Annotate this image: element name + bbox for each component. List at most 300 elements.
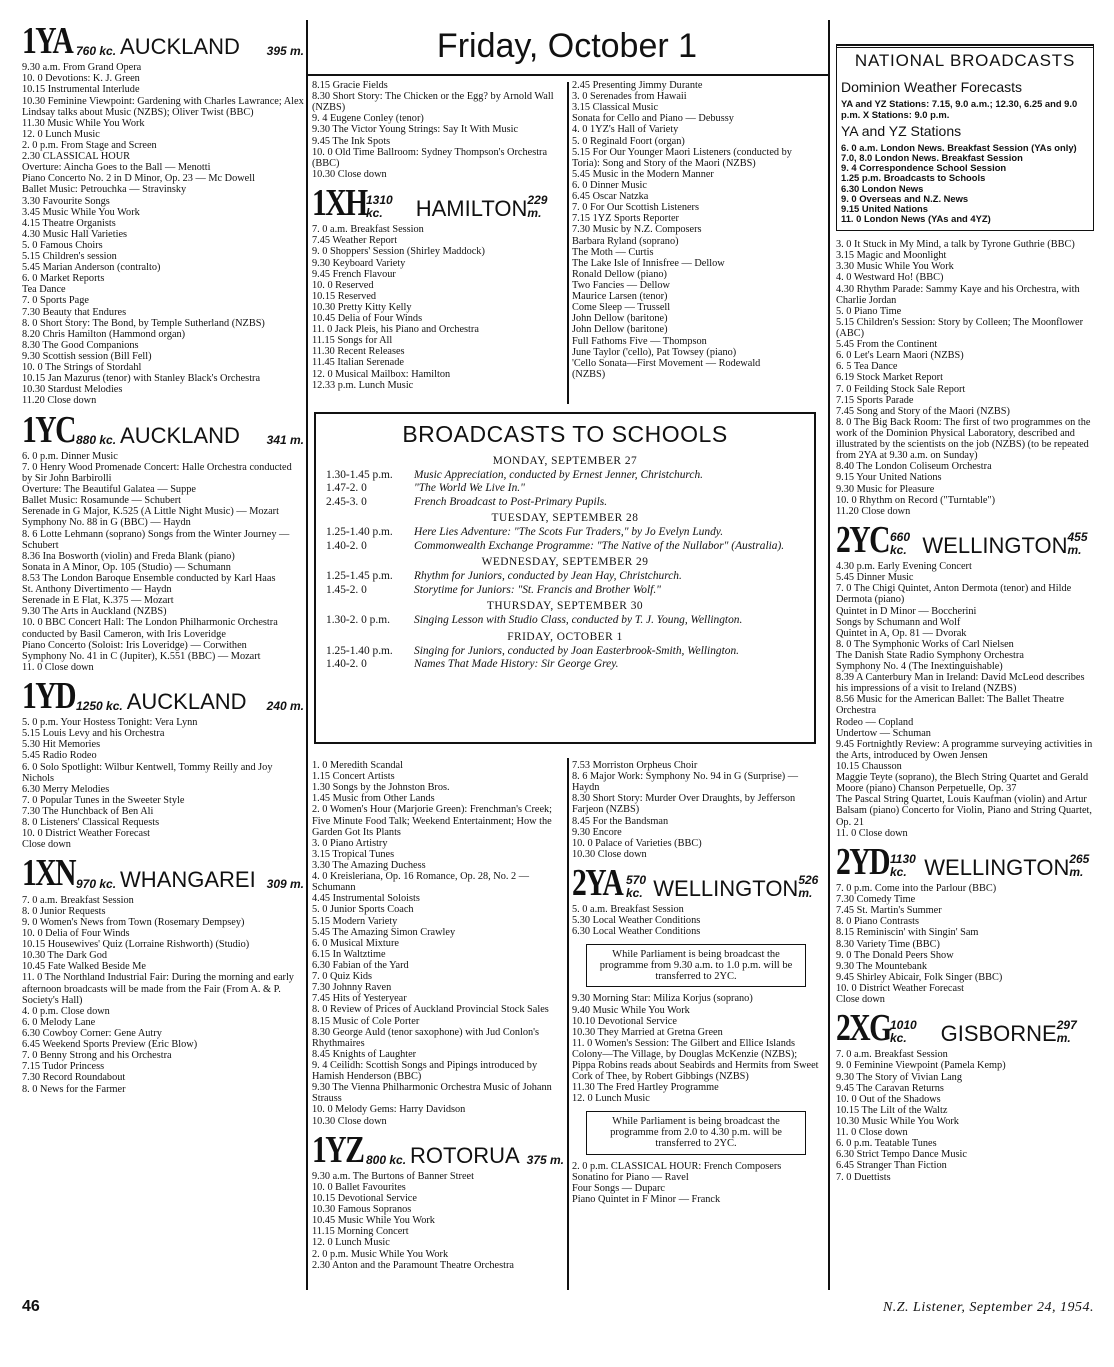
stations-title: YA and YZ Stations xyxy=(841,122,962,139)
station-header-1xh xyxy=(312,181,564,224)
listing-entry: 7.45 Hits of Yesteryear xyxy=(312,993,407,1005)
listing-2yc xyxy=(836,561,1094,839)
station-city: AUCKLAND xyxy=(120,422,240,448)
listing-entry: 3.30 Favourite Songs xyxy=(22,195,110,207)
listing-entry: 3.30 The Amazing Duchess xyxy=(312,859,426,871)
listing-entry: Close down xyxy=(22,839,71,851)
listing-entry: 6. 0 Market Reports xyxy=(22,273,105,285)
listing-entry: Two Fancies — Dellow xyxy=(572,279,670,291)
listing-entry: 5. 0 Junior Sports Coach xyxy=(312,904,414,916)
listing-entry: 4.45 Instrumental Soloists xyxy=(312,893,420,905)
listing-entry: 12. 0 Musical Mailbox: Hamilton xyxy=(312,368,451,380)
listing-entry: 6. 0 Solo Spotlight: Wilbur Kentwell, Tommy Reilly and Joy Nichols xyxy=(22,761,273,784)
listing-entry: Piano Concerto No. 2 in D Minor, Op. 23 — Mc Dowell xyxy=(22,173,255,185)
listing-entry: 7. 0 Popular Tunes in the Sweeter Style xyxy=(22,794,185,806)
listing-entry: Quintet in D Minor — Boccherini xyxy=(836,605,977,617)
schools-session xyxy=(326,658,804,670)
listing-entry: 8. 0 News for the Farmer xyxy=(22,1083,126,1095)
schools-session xyxy=(326,540,804,552)
listing-entry: 10.15 Housewives' Quiz (Lorraine Rishworth) (Studio) xyxy=(22,939,250,951)
listing-entry: 7.30 Beauty that Endures xyxy=(22,306,127,318)
listing-entry: 1.15 Concert Artists xyxy=(312,771,395,783)
station-freq: 660 kc. xyxy=(890,530,911,558)
listing-entry: 10.15 Jan Mazurus (tenor) with Stanley Black's Orchestra xyxy=(22,373,261,385)
title-underline xyxy=(306,74,828,76)
column-rule xyxy=(306,20,308,1290)
national-title: NATIONAL BROADCASTS xyxy=(837,45,1093,76)
listing-entry: 5. 0 Piano Time xyxy=(836,305,902,317)
listing-entry: 3.30 Music While You Work xyxy=(836,261,954,273)
schools-day: FRIDAY, OCTOBER 1 xyxy=(507,630,623,643)
listing-entry: 2. 0 p.m. CLASSICAL HOUR: French Composers xyxy=(572,1160,782,1172)
listing-entry: 10.30 Feminine Viewpoint: Gardening with Charles Lawrance; Alex Lindsay talks about Music (NZBS); Oliver Twist (BBC) xyxy=(22,95,304,118)
listing-entry: 6.30 London News xyxy=(841,182,924,194)
listing-entry: 4. 0 p.m. Close down xyxy=(22,1005,110,1017)
station-call: 1YA xyxy=(22,20,73,62)
listing-entry: 5.45 Marian Anderson (contralto) xyxy=(22,262,161,274)
listing-entry: 9.30 The Mountebank xyxy=(836,960,928,972)
listing-entry: 8. 6 Lotte Lehmann (soprano) Songs from the Winter Journey — Schubert xyxy=(22,528,290,551)
listing-entry: 7.45 Song and Story of the Maori (NZBS) xyxy=(836,405,1010,417)
listing-entry: 9. 4 Correspondence School Session xyxy=(841,162,1007,174)
listing-entry: 10.15 Devotional Service xyxy=(312,1193,417,1205)
listing-entry: 7. 0 Sports Page xyxy=(22,295,89,307)
station-wavelength: 455 m. xyxy=(1067,530,1088,558)
schools-title: BROADCASTS TO SCHOOLS xyxy=(402,421,728,447)
schools-session xyxy=(326,496,804,508)
listing-entry: Ronald Dellow (piano) xyxy=(572,268,667,280)
listing-entry: 5. 0 p.m. Your Hostess Tonight: Vera Lynn xyxy=(22,717,198,729)
listing-entry: Sonata for Cello and Piano — Debussy xyxy=(572,113,734,125)
listing-entry: 7.45 Weather Report xyxy=(312,235,398,247)
station-city: WELLINGTON xyxy=(653,876,799,902)
station-city: GISBORNE xyxy=(940,1021,1057,1047)
listing-entry: 2. 0 p.m. From Stage and Screen xyxy=(22,139,157,151)
listing-entry: 1.30 Songs by the Johnston Bros. xyxy=(312,782,450,794)
listing-entry: 2.30 CLASSICAL HOUR xyxy=(22,151,131,163)
listing-entry: 9.30 The Arts in Auckland (NZBS) xyxy=(22,606,167,618)
listing-entry: 7.30 Comedy Time xyxy=(836,894,916,906)
listing-entry: 11.45 Italian Serenade xyxy=(312,357,404,369)
session-time: 1.45-2. 0 xyxy=(326,583,367,596)
listing-entry: 10.30 Music While You Work xyxy=(836,1116,959,1128)
session-description: Singing for Juniors, conducted by Joan Easterbrook-Smith, Wellington. xyxy=(414,644,740,657)
listing-entry: 11. 0 Jack Pleis, his Piano and Orchestra xyxy=(312,324,479,336)
listing-entry: 9.30 Music for Pleasure xyxy=(836,483,935,495)
listing-entry: 5.15 Children's Session: Story by Colleen; The Moonflower (ABC) xyxy=(836,316,1084,340)
listing-entry: 2. 0 p.m. Music While You Work xyxy=(312,1248,449,1260)
station-city: AUCKLAND xyxy=(126,689,247,715)
listing-entry: 4.30 p.m. Early Evening Concert xyxy=(836,561,972,573)
column-rule xyxy=(828,20,830,1290)
station-call: 1YD xyxy=(22,674,75,717)
listing-entry: 6. 0 Musical Mixture xyxy=(312,937,399,949)
station-header-1yd xyxy=(22,674,304,717)
listing-entry: 8.30 Short Story: The Chicken or the Egg? by Arnold Wall (NZBS) xyxy=(312,91,554,114)
station-city: WELLINGTON xyxy=(924,854,1070,880)
national-box xyxy=(836,44,1094,231)
session-time: 2.45-3. 0 xyxy=(326,495,367,508)
listing-entry: 6.30 Merry Melodies xyxy=(22,783,110,795)
listing-entry: Songs by Schumann and Wolf xyxy=(836,616,961,628)
session-description: Storytime for Juniors: "St. Francis and Brother Wolf." xyxy=(414,583,661,596)
station-freq: 570 kc. xyxy=(626,873,647,901)
schools-day: TUESDAY, SEPTEMBER 28 xyxy=(491,512,639,525)
listing-entry: 2. 0 Women's Hour (Marjorie Green): Frenchman's Creek; Five Minute Food Talk; Weekend Entertainment; How the Garden Got Its Plants xyxy=(312,804,553,838)
listing-entry: 9.30 The Vienna Philharmonic Orchestra Music of Johann Strauss xyxy=(312,1082,552,1105)
listing-entry: 6.15 In Waltztime xyxy=(312,948,386,960)
station-wavelength: 265 m. xyxy=(1069,852,1090,880)
session-description: Music Appreciation, conducted by Ernest Jenner, Christchurch. xyxy=(414,469,704,482)
session-description: Rhythm for Juniors, conducted by Jean Hay, Christchurch. xyxy=(414,570,682,583)
listing-entry: Overture: Aincha Goes to the Ball — Menotti xyxy=(22,162,211,174)
listing-entry: 10.15 Reserved xyxy=(312,290,377,302)
listing-entry: Undertow — Schuman xyxy=(836,727,931,739)
listing-entry: 10.15 Chausson xyxy=(836,761,902,773)
listing-entry: 9. 4 Ceilidh: Scottish Songs and Pipings introduced by Hamish Henderson (BBC) xyxy=(312,1059,538,1083)
listing-entry: 9.30 a.m. The Burtons of Banner Street xyxy=(312,1170,474,1182)
listing-entry: 9. 0 Overseas and N.Z. News xyxy=(841,192,969,204)
listing-entry: The Lake Isle of Innisfree — Dellow xyxy=(572,257,725,269)
listing-entry: 4.30 Rhythm Parade: Sammy Kaye and his Orchestra, with Charlie Jordan xyxy=(836,283,1080,306)
session-description: Commonwealth Exchange Programme: "The Native of the Nullabor" (Australia). xyxy=(414,539,785,552)
listing-entry: 10. 0 Ballet Favourites xyxy=(312,1181,406,1193)
listing-entry: 10. 0 Palace of Varieties (BBC) xyxy=(572,837,702,849)
schools-box xyxy=(314,412,816,744)
listing-entry: Symphony No. 4 (The Inextinguishable) xyxy=(836,661,1003,673)
listing-entry: 7.0, 8.0 London News. Breakfast Session xyxy=(841,152,1023,164)
station-freq: 1130 kc. xyxy=(890,852,916,880)
listing-entry: Ballet Music: Petrouchka — Stravinsky xyxy=(22,184,187,196)
listing-entry: 8. 0 The Big Back Room: The first of two programmes on the work of the Dominion Physical Laboratory, described and illustrated by the scientists on the job (NZBS) (to be repeated from 2YA at 9.30 a.m. on Sunday) xyxy=(836,416,1091,462)
listing-entry: 7.30 Music by N.Z. Composers xyxy=(572,224,702,236)
station-header-1yc xyxy=(22,408,304,451)
listing-entry: 8.45 Knights of Laughter xyxy=(312,1048,417,1060)
listing-entry: 10. 0 Rhythm on Record ("Turntable") xyxy=(836,494,996,506)
listing-entry: Symphony No. 88 in G (BBC) — Haydn xyxy=(22,517,191,529)
session-time: 1.30-2. 0 p.m. xyxy=(326,614,390,627)
listing-entry: 5.15 Louis Levy and his Orchestra xyxy=(22,728,165,740)
listing-entry: 7. 0 For Our Scottish Listeners xyxy=(572,202,699,214)
listing-entry: 11.20 Close down xyxy=(22,395,97,407)
station-header-1xn xyxy=(22,852,304,895)
listing-1yz-cont xyxy=(572,80,820,380)
listing-entry: 10. 0 Devotions: K. J. Green xyxy=(22,73,140,85)
listing-entry: 5.15 Children's session xyxy=(22,251,117,263)
listing-entry: 8.30 Short Story: Murder Over Draughts, by Jefferson Farjeon (NZBS) xyxy=(572,793,796,816)
listing-entry: 5.15 Modern Variety xyxy=(312,915,398,927)
listing-entry: 6. 0 Melody Lane xyxy=(22,1016,96,1028)
listing-entry: 6. 0 a.m. London News. Breakfast Session (YAs only) xyxy=(841,141,1077,153)
listing-entry: 8. 0 The Symphonic Works of Carl Nielsen xyxy=(836,638,1014,650)
listing-1xh-cont xyxy=(312,760,564,1127)
listing-entry: 10. 0 The Strings of Stordahl xyxy=(22,362,142,374)
listing-entry: Sonatino for Piano — Ravel xyxy=(572,1171,689,1183)
listing-entry: 11.30 Music While You Work xyxy=(22,117,145,129)
listing-1xh xyxy=(312,224,564,391)
station-call: 1YZ xyxy=(312,1128,364,1171)
listing-1yz xyxy=(312,1171,564,1271)
station-call: 2YC xyxy=(836,518,889,561)
listing-entry: 8.15 Music of Cole Porter xyxy=(312,1015,420,1027)
listing-entry: 5.45 Dinner Music xyxy=(836,572,914,584)
listing-entry: 3.15 Magic and Moonlight xyxy=(836,250,947,262)
schools-session xyxy=(326,645,804,657)
station-city: ROTORUA xyxy=(410,1142,520,1168)
station-header-2yd xyxy=(836,840,1094,883)
station-freq: 880 kc. xyxy=(76,432,117,447)
parliament-notice: While Parliament is being broadcast the programme from 2.0 to 4.30 p.m. will be transferred to 2YC. xyxy=(586,1111,806,1155)
listing-entry: 9.45 The Caravan Returns xyxy=(836,1082,944,1094)
station-call: 2YD xyxy=(836,840,889,883)
listing-entry: 5.30 Hit Memories xyxy=(22,739,101,751)
station-city: AUCKLAND xyxy=(120,34,240,60)
listing-entry: Maurice Larsen (tenor) xyxy=(572,291,668,303)
page-number: 46 xyxy=(22,1298,40,1315)
listing-entry: 8.30 Variety Time (BBC) xyxy=(836,938,940,950)
listing-entry: 11. 0 London News (YAs and 4YZ) xyxy=(841,212,991,224)
listing-entry: 9.30 Morning Star: Miliza Korjus (soprano) xyxy=(572,993,753,1005)
listing-entry: Maggie Teyte (soprano), the Blech String Quartet and Gerald Moore (piano) Chanson Perpetuelle, Op. 37 xyxy=(836,772,1089,795)
schools-day: MONDAY, SEPTEMBER 27 xyxy=(492,454,638,467)
listing-2xg xyxy=(836,1049,1094,1182)
listing-entry: 8. 0 Review of Prices of Auckland Provincial Stock Sales xyxy=(312,1004,549,1016)
listing-entry: Full Fathoms Five — Thompson xyxy=(572,335,707,347)
listing-entry: 8.15 Gracie Fields xyxy=(312,80,388,91)
listing-entry: 7. 0 Duettists xyxy=(836,1171,891,1183)
listing-entry: 10. 0 Delia of Four Winds xyxy=(22,927,130,939)
listing-entry: 4. 0 Westward Ho! (BBC) xyxy=(836,272,944,284)
listing-entry: Four Songs — Duparc xyxy=(572,1182,665,1194)
listing-entry: 7.45 St. Martin's Summer xyxy=(836,905,942,917)
listing-entry: 11. 0 Close down xyxy=(836,827,908,839)
listing-entry: 10.15 The Lilt of the Waltz xyxy=(836,1104,948,1116)
column-rule xyxy=(567,82,569,404)
listing-entry: 1.25 p.m. Broadcasts to Schools xyxy=(841,172,986,184)
listing-entry: 9.45 The Ink Spots xyxy=(312,135,391,147)
listing-entry: 2.45 Presenting Jimmy Durante xyxy=(572,80,703,91)
listing-entry: Ballet Music: Rosamunde — Schubert xyxy=(22,495,182,507)
listing-entry: Quintet in A, Op. 81 — Dvorak xyxy=(836,627,967,639)
schools-day: WEDNESDAY, SEPTEMBER 29 xyxy=(481,556,649,569)
session-description: French Broadcast to Post-Primary Pupils. xyxy=(414,495,608,508)
schools-session xyxy=(326,469,804,481)
listing-entry: 10. 0 District Weather Forecast xyxy=(836,982,964,994)
listing-entry: 4. 0 1YZ's Hall of Variety xyxy=(572,124,679,136)
station-freq: 800 kc. xyxy=(366,1152,407,1167)
listing-entry: 7.30 Johnny Raven xyxy=(312,982,392,994)
listing-entry: 9.45 French Flavour xyxy=(312,268,396,280)
listing-entry: 7.53 Morriston Orpheus Choir xyxy=(572,760,698,771)
listing-entry: 8. 0 Junior Requests xyxy=(22,905,106,917)
listing-entry: 7. 0 Benny Strong and his Orchestra xyxy=(22,1050,172,1062)
listing-entry: 2.30 Anton and the Paramount Theatre Orchestra xyxy=(312,1259,514,1271)
listing-2yd xyxy=(836,883,1094,1005)
listing-entry: 5.45 Music in the Modern Manner xyxy=(572,168,714,180)
listing-entry: 10.45 Fate Walked Beside Me xyxy=(22,961,146,973)
listing-entry: 11. 0 Close down xyxy=(22,661,94,673)
listing-1ya xyxy=(22,62,304,406)
listing-entry: 11.30 The Fred Hartley Programme xyxy=(572,1082,719,1094)
listing-entry: 8.40 The London Coliseum Orchestra xyxy=(836,461,992,473)
listing-entry: 7. 0 Henry Wood Promenade Concert: Halle Orchestra conducted by Sir John Barbirolli xyxy=(22,461,292,484)
station-call: 1XH xyxy=(312,181,367,224)
listing-1xn xyxy=(22,895,304,1095)
listing-entry: 9.30 The Victor Young Strings: Say It With Music xyxy=(312,124,519,136)
column-rule xyxy=(567,758,569,1290)
listing-entry: 7.30 The Hunchback of Ben Ali xyxy=(22,806,154,818)
station-wavelength: 395 m. xyxy=(266,44,304,59)
listing-entry: 8.15 Reminiscin' with Singin' Sam xyxy=(836,927,979,939)
listing-entry: 10. 0 Out of the Shadows xyxy=(836,1093,941,1105)
listing-entry: Piano Concerto (Soloist: Iris Loveridge) — Corwithen xyxy=(22,639,247,651)
column-2-top xyxy=(312,80,564,391)
listing-entry: 11. 0 Close down xyxy=(836,1127,908,1139)
listing-entry: 8. 0 Listeners' Classical Requests xyxy=(22,817,160,829)
listing-entry: 7. 0 a.m. Breakfast Session xyxy=(312,224,424,236)
listing-entry: (NZBS) xyxy=(572,368,606,380)
listing-entry: 'Cello Sonata—First Movement — Rodewald xyxy=(572,357,761,369)
listing-entry: 4.30 Music Hall Varieties xyxy=(22,228,128,240)
listing-entry: Come Sleep — Trussell xyxy=(572,302,671,314)
station-wavelength: 341 m. xyxy=(266,432,304,447)
listing-entry: 8. 6 Major Work: Symphony No. 94 in G (Surprise) — Haydn xyxy=(572,771,799,794)
listing-1xn-cont xyxy=(312,80,564,180)
listing-entry: John Dellow (baritone) xyxy=(572,313,668,325)
weather-title: Dominion Weather Forecasts xyxy=(841,79,1023,96)
listing-entry: 10.30 Close down xyxy=(312,168,387,180)
station-header-1yz xyxy=(312,1128,564,1171)
listing-entry: 12.33 p.m. Lunch Music xyxy=(312,379,414,391)
listing-entry: Barbara Ryland (soprano) xyxy=(572,235,679,247)
listing-2ya-c xyxy=(572,1161,820,1205)
listing-2ya xyxy=(572,904,820,937)
schools-session xyxy=(326,526,804,538)
session-time: 1.47-2. 0 xyxy=(326,482,367,495)
listing-entry: 6. 0 p.m. Teatable Tunes xyxy=(836,1138,937,1150)
listing-entry: 6. 0 Dinner Music xyxy=(572,179,647,191)
listing-entry: 8.45 For the Bandsman xyxy=(572,815,669,827)
listing-entry: 5. 0 Reginald Foort (organ) xyxy=(572,135,685,147)
listing-entry: 6.30 Strict Tempo Dance Music xyxy=(836,1149,967,1161)
listing-entry: 10.45 Delia of Four Winds xyxy=(312,313,423,325)
listing-entry: 6.30 Fabian of the Yard xyxy=(312,959,409,971)
listing-entry: 7. 0 The Chigi Quintet, Anton Dermota (tenor) and Hilde Dermota (piano) xyxy=(836,583,1072,606)
column-4 xyxy=(836,18,1094,1183)
column-1 xyxy=(22,18,304,1095)
listing-entry: 12. 0 Lunch Music xyxy=(572,1093,650,1105)
listing-entry: 10.30 Stardust Melodies xyxy=(22,384,123,396)
listing-entry: 7. 0 p.m. Come into the Parlour (BBC) xyxy=(836,882,997,894)
station-call: 1XN xyxy=(22,852,75,895)
listing-entry: The Moth — Curtis xyxy=(572,246,654,258)
listing-1yz-end xyxy=(572,760,820,860)
listing-entry: 9.15 United Nations xyxy=(841,202,928,214)
session-time: 1.30-1.45 p.m. xyxy=(326,469,393,482)
listing-entry: 10.30 The Dark God xyxy=(22,950,108,962)
session-description: Names That Made History: Sir George Grey. xyxy=(414,658,619,671)
listing-entry: 1. 0 Meredith Scandal xyxy=(312,760,403,771)
listing-entry: 9. 0 Shoppers' Session (Shirley Maddock) xyxy=(312,246,485,258)
schools-session xyxy=(326,584,804,596)
schools-session xyxy=(326,570,804,582)
listing-entry: 6. 0 p.m. Dinner Music xyxy=(22,450,118,462)
listing-entry: 10.10 Devotional Service xyxy=(572,1015,677,1027)
station-wavelength: 229 m. xyxy=(527,193,548,221)
listing-entry: Serenade in G Major, K.525 (A Little Night Music) — Mozart xyxy=(22,506,279,518)
session-description: "The World We Live In." xyxy=(414,482,525,495)
listing-entry: 8.20 Chris Hamilton (Hammond organ) xyxy=(22,328,186,340)
station-wavelength: 309 m. xyxy=(266,876,304,891)
listing-entry: The Danish State Radio Symphony Orchestra xyxy=(836,649,1024,661)
listing-entry: 11.20 Close down xyxy=(836,505,911,517)
listing-entry: 8.53 The London Baroque Ensemble conducted by Karl Haas xyxy=(22,572,276,584)
station-city: HAMILTON xyxy=(415,196,528,222)
station-header-2xg xyxy=(836,1007,1094,1050)
listing-entry: 9.45 Fortnightly Review: A programme surveying activities in the Arts, introduced by Owen Jensen xyxy=(836,738,1093,761)
listing-entry: 10.45 Music While You Work xyxy=(312,1215,435,1227)
listing-entry: 9.45 Shirley Abicair, Folk Singer (BBC) xyxy=(836,971,1003,983)
listing-entry: 10. 0 BBC Concert Hall: The London Philharmonic Orchestra conducted by Basil Cameron, with Iris Loveridge xyxy=(22,617,278,640)
listing-entry: 6.30 Cowboy Corner: Gene Autry xyxy=(22,1027,162,1039)
station-freq: 1310 kc. xyxy=(366,193,393,221)
schools-days xyxy=(326,455,804,671)
listing-entry: The Pascal String Quartet, Louis Kaufman (violin) and Artur Balsam (piano) Concerto for Violin, Piano and String Quartet, Op. 21 xyxy=(836,794,1092,828)
listing-entry: 1.45 Music from Other Lands xyxy=(312,793,435,805)
session-time: 1.25-1.40 p.m. xyxy=(326,644,393,657)
listing-entry: 5.30 Local Weather Conditions xyxy=(572,915,701,927)
listing-entry: 7.15 Tudor Princess xyxy=(22,1061,105,1073)
station-wavelength: 297 m. xyxy=(1056,1018,1077,1046)
national-listing xyxy=(837,143,1093,230)
listing-entry: 9.30 The Story of Vivian Lang xyxy=(836,1071,962,1083)
listing-entry: 7.15 1YZ Sports Reporter xyxy=(572,213,679,225)
listing-entry: 5. 0 a.m. Breakfast Session xyxy=(572,904,684,916)
parliament-notice: While Parliament is being broadcast the programme from 9.30 a.m. to 1.0 p.m. will be transferred to 2YC. xyxy=(586,944,806,988)
column-2-bottom xyxy=(312,760,564,1271)
listing-entry: 8. 0 Short Story: The Bond, by Temple Sutherland (NZBS) xyxy=(22,317,265,329)
listing-entry: 6.45 Oscar Natzka xyxy=(572,191,649,203)
listing-entry: 6. 0 Let's Learn Maori (NZBS) xyxy=(836,350,964,362)
listing-entry: 10. 0 Old Time Ballroom: Sydney Thompson's Orchestra (BBC) xyxy=(312,146,548,169)
listing-entry: Sonata in A Minor, Op. 105 (Studio) — Schumann xyxy=(22,561,231,573)
station-wavelength: 375 m. xyxy=(526,1152,564,1167)
station-header-2ya xyxy=(572,861,820,904)
listing-entry: 9. 0 Feminine Viewpoint (Pamela Kemp) xyxy=(836,1060,1006,1072)
listing-entry: 6.30 Local Weather Conditions xyxy=(572,926,701,938)
listing-entry: 9.30 Encore xyxy=(572,826,622,838)
station-call: 2YA xyxy=(572,861,623,904)
listing-entry: John Dellow (baritone) xyxy=(572,324,668,336)
listing-1yc xyxy=(22,451,304,673)
listing-entry: 11. 0 Women's Session: The Gilbert and Ellice Islands Colony—The Village, by Douglas McKenzie (NZBS); Pippa Robins reads about Seabirds and Hermits from Sweet Cork of Thee, by Robert Gibbings (NZBS) xyxy=(572,1037,819,1083)
listing-entry: 3. 0 It Stuck in My Mind, a talk by Tyrone Guthrie (BBC) xyxy=(836,239,1075,251)
listing-entry: 4.15 Theatre Organists xyxy=(22,217,116,229)
station-wavelength: 526 m. xyxy=(798,873,819,901)
listing-entry: 9.30 Keyboard Variety xyxy=(312,257,406,269)
listing-entry: Symphony No. 41 in C (Jupiter), K.551 (BBC) — Mozart xyxy=(22,650,261,662)
listing-entry: 8.56 Music for the American Ballet: The Ballet Theatre Orchestra xyxy=(836,694,1065,717)
listing-entry: 9.40 Music While You Work xyxy=(572,1004,690,1016)
station-header-2yc xyxy=(836,518,1094,561)
station-wavelength: 240 m. xyxy=(266,699,304,714)
listing-entry: 3.15 Classical Music xyxy=(572,102,659,114)
listing-entry: June Taylor ('cello), Pat Towsey (piano) xyxy=(572,346,737,358)
listing-national-after xyxy=(836,239,1094,517)
station-freq: 1010 kc. xyxy=(890,1018,917,1046)
listing-entry: 4. 0 Kreisleriana, Op. 16 Romance, Op. 28, No. 2 — Schumann xyxy=(312,871,530,894)
listing-entry: 6.19 Stock Market Report xyxy=(836,372,943,384)
